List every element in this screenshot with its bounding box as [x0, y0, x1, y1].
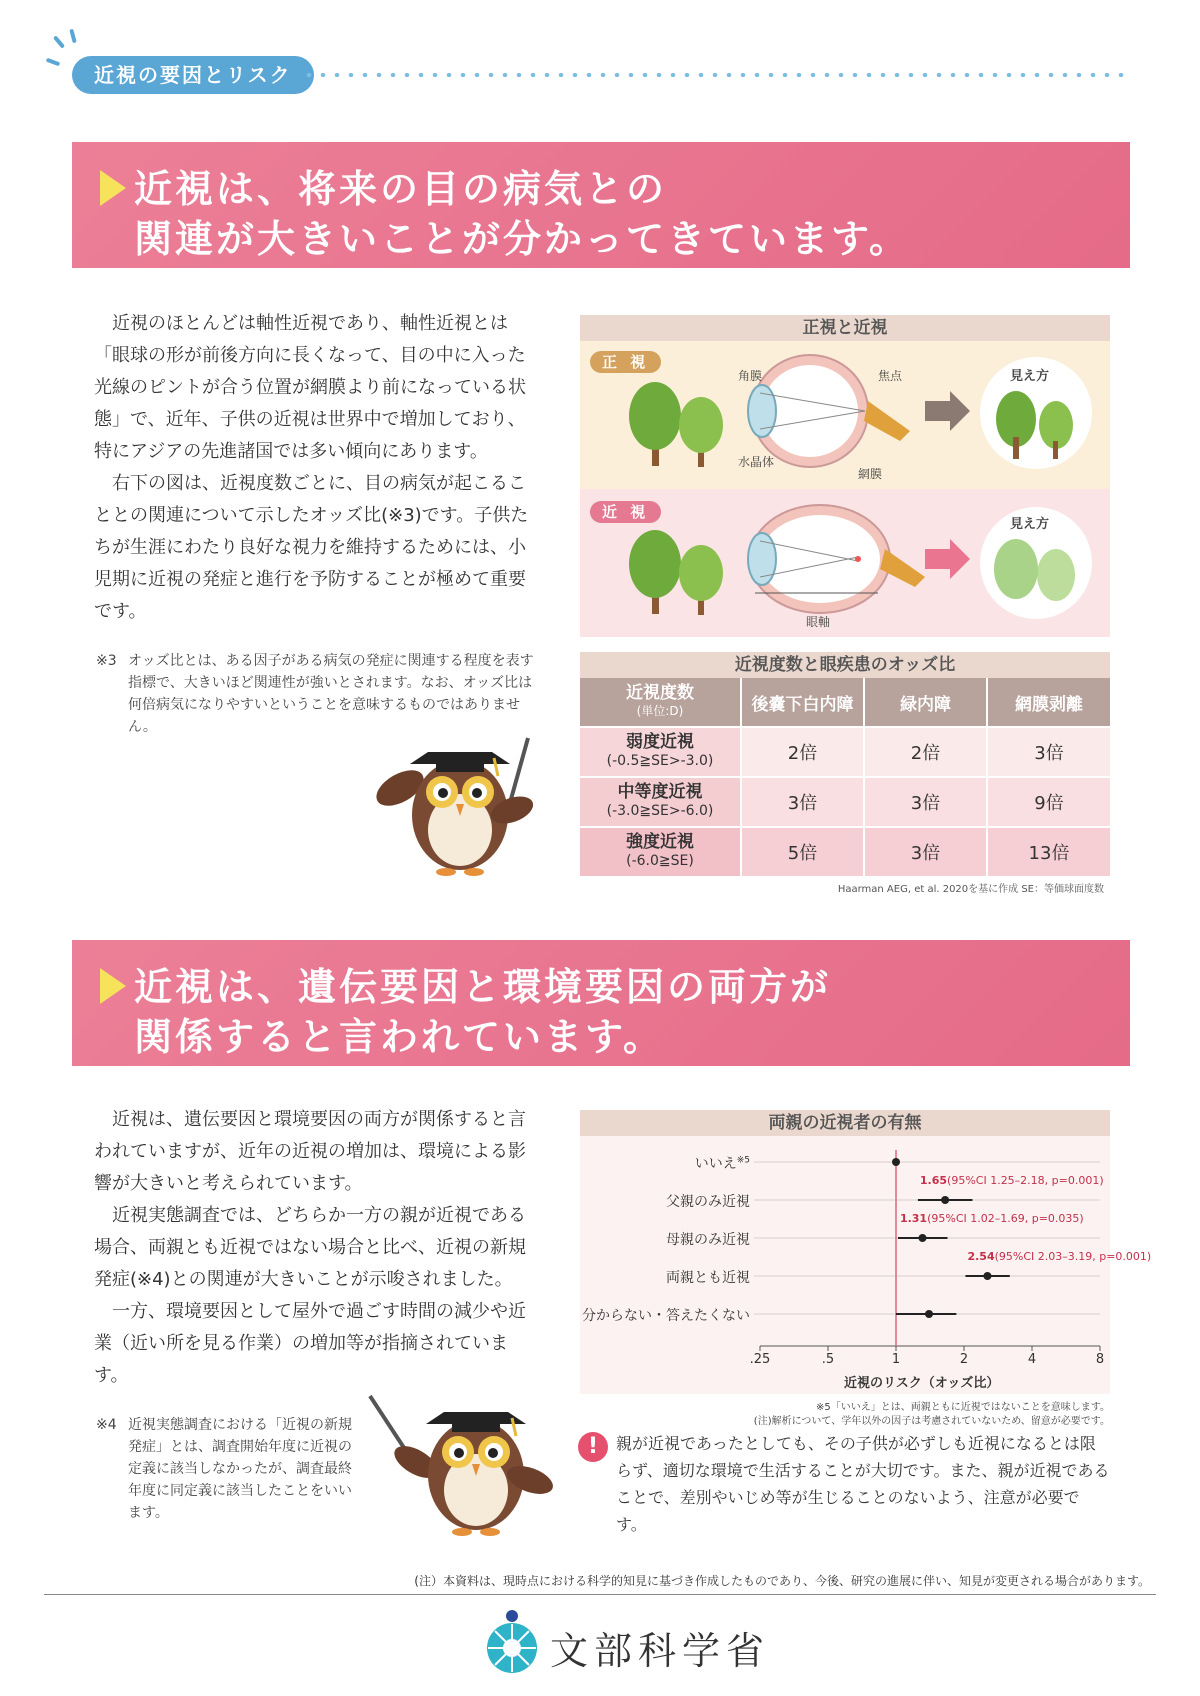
table-header-row: [580, 678, 1110, 727]
or-value: 2.54: [967, 1250, 995, 1263]
chart-title: 両親の近視者の有無: [580, 1110, 1110, 1136]
x-tick-label: .25: [749, 1352, 771, 1367]
row-range: (-6.0≧SE): [626, 853, 694, 869]
warning-text: 親が近視であったとしても、その子供が必ずしも近視になるとは限らず、適切な環境で生活することが大切です。また、親が近視であることで、差別やいじめ等が生じることのないよう、注意が必要です。: [616, 1434, 1110, 1534]
table-row: [580, 727, 1110, 777]
table-cell: 2倍: [864, 727, 987, 777]
myopia-label: 近 視: [590, 501, 661, 523]
body-text-1: [94, 308, 534, 628]
or-value: 1.65: [919, 1174, 948, 1187]
footnote-text: 近視実態調査における「近視の新規発症」とは、調査開始年度に近視の定義に該当しなかったが、調査最終年度に同定義に該当したことをいいます。: [128, 1417, 352, 1521]
normal-label: 正 視: [590, 351, 661, 373]
view-label-myopia: 見え方: [1010, 517, 1050, 532]
table-cell: 3倍: [864, 777, 987, 827]
warning-icon: !: [578, 1432, 608, 1462]
footnote-4: [96, 1414, 366, 1524]
row-name: 強度近視: [626, 832, 694, 852]
chart-note-5: ※5「いいえ」とは、両親ともに近視ではないことを意味します。: [816, 1402, 1110, 1413]
or-ci: (95%CI 2.03–3.19, p=0.001): [994, 1250, 1152, 1263]
banner-2-line-1: 近視は、遺伝要因と環境要因の両方が: [134, 965, 832, 1009]
footnote-text: オッズ比とは、ある因子がある病気の発症に関連する程度を表す指標で、大きいほど関連性が強いとされます。なお、オッズ比は何倍病気になりやすいということを意味するものではありません。: [128, 653, 534, 735]
row-header: [580, 827, 741, 876]
odds-point: [892, 1158, 900, 1166]
x-tick-label: 8: [1095, 1352, 1105, 1367]
banner-1-line-1: 近視は、将来の目の病気との: [134, 167, 668, 211]
odds-table-title: 近視度数と眼疾患のオッズ比: [580, 652, 1110, 678]
odds-point: [983, 1272, 991, 1280]
footer-rule: [44, 1594, 1156, 1595]
x-axis-label: 近視のリスク（オッズ比）: [844, 1376, 1000, 1391]
owl-teacher-icon: [370, 730, 550, 880]
footnote-3: [96, 650, 536, 740]
table-cell: 2倍: [741, 727, 864, 777]
row-range: (-3.0≧SE>-6.0): [606, 803, 714, 819]
odds-ratio-table: [580, 678, 1110, 876]
table-row: [580, 827, 1110, 876]
paragraph: 右下の図は、近視度数ごとに、目の病気が起こることとの関連について示したオッズ比(※3)です。子供たちが生涯にわたり良好な視力を維持するためには、小児期に近視の発症と進行を予防することが極めて重要です。: [94, 473, 529, 622]
triangle-bullet-icon: [100, 968, 126, 1004]
banner-2-line-2: 関係すると言われています。: [134, 1015, 664, 1059]
row-header: [580, 777, 741, 827]
or-ci: (95%CI 1.02–1.69, p=0.035): [927, 1212, 1084, 1225]
row-label: 父親のみ近視: [666, 1194, 750, 1210]
paragraph: 近視は、遺伝要因と環境要因の両方が関係すると言われていますが、近年の近視の増加は、環境による影響が大きいと考えられています。: [94, 1109, 526, 1194]
paragraph: 近視実態調査では、どちらか一方の親が近視である場合、両親とも近視ではない場合と比べ、近視の新規発症(※4)との関連が大きいことが示唆されました。: [94, 1205, 526, 1290]
table-cell: 3倍: [864, 827, 987, 876]
forest-plot-panel: [580, 1110, 1152, 1394]
odds-point: [925, 1310, 933, 1318]
row-name: 中等度近視: [617, 782, 703, 802]
footer-note: (注）本資料は、現時点における科学的知見に基づき作成したものであり、今後、研究の進展に伴い、知見が変更される場合があります。: [414, 1574, 1150, 1588]
header-unit: (単位:D): [636, 704, 684, 718]
row-label: 母親のみ近視: [666, 1232, 750, 1248]
paragraph: 近視のほとんどは軸性近視であり、軸性近視とは「眼球の形が前後方向に長くなって、目の中に入った光線のピントが合う位置が網膜より前になっている状態」で、近年、子供の近視は世界中で増加しており、特にアジアの先進諸国では多い傾向にあります。: [94, 313, 526, 462]
table-cell: 13倍: [987, 827, 1110, 876]
x-tick-label: 2: [959, 1352, 969, 1367]
banner-heading-2: [72, 940, 1130, 1066]
header-cell: [580, 678, 741, 727]
triangle-bullet-icon: [100, 170, 126, 206]
header-glaucoma: 緑内障: [864, 678, 987, 727]
table-source: Haarman AEG, et al. 2020を基に作成 SE：等価球面度数: [837, 884, 1104, 895]
row-label: いいえ$^{※5}$: [694, 1155, 750, 1172]
odds-ratio-table-panel: [580, 652, 1110, 876]
label-cornea: 角膜: [738, 369, 763, 383]
decor-stroke: [46, 58, 61, 67]
table-cell: 5倍: [741, 827, 864, 876]
header-degree: 近視度数: [626, 683, 694, 703]
header-retinal-detachment: 網膜剥離: [987, 678, 1110, 727]
label-lens: 水晶体: [738, 455, 775, 469]
table-cell: 9倍: [987, 777, 1110, 827]
section-tag: 近視の要因とリスク: [72, 56, 314, 94]
decor-stroke: [69, 29, 76, 44]
odds-point: [918, 1234, 926, 1242]
label-retina: 網膜: [858, 467, 883, 481]
view-label-normal: 見え方: [1010, 369, 1050, 384]
label-focus: 焦点: [878, 369, 903, 383]
x-tick-label: .5: [821, 1352, 835, 1367]
ministry-name: 文部科学省: [550, 1629, 771, 1673]
row-range: (-0.5≧SE>-3.0): [606, 753, 714, 769]
table-row: [580, 777, 1110, 827]
table-cell: 3倍: [987, 727, 1110, 777]
banner-heading-1: [72, 142, 1130, 268]
row-label: 両親とも近視: [666, 1270, 750, 1286]
or-ci: (95%CI 1.25–2.18, p=0.001): [947, 1174, 1104, 1187]
eye-panel-title: 正視と近視: [580, 315, 1110, 341]
row-name: 弱度近視: [626, 732, 694, 752]
x-tick-label: 1: [891, 1352, 901, 1367]
footnote-label: ※3: [96, 653, 117, 669]
odds-point: [941, 1196, 949, 1204]
row-label-sup: ※5: [736, 1155, 750, 1166]
eye-diagram-panel: [580, 315, 1110, 637]
dotted-rule: [302, 73, 1132, 77]
row-header: [580, 727, 741, 777]
or-value: 1.31: [899, 1212, 928, 1225]
footnote-label: ※4: [96, 1417, 117, 1433]
paragraph: 一方、環境要因として屋外で過ごす時間の減少や近業（近い所を見る作業）の増加等が指摘されています。: [94, 1301, 526, 1386]
eye-diagram-icon: [580, 341, 1110, 637]
row-label: 分からない・答えたくない: [582, 1308, 750, 1324]
ministry-logo-icon: [484, 1608, 540, 1676]
body-text-2: [94, 1104, 534, 1392]
x-tick-label: 4: [1027, 1352, 1037, 1367]
decor-stroke: [53, 35, 65, 48]
table-cell: 3倍: [741, 777, 864, 827]
owl-teacher-icon: [366, 1390, 566, 1540]
banner-1-line-2: 関連が大きいことが分かってきています。: [134, 217, 910, 261]
chart-note-analysis: (注)解析について、学年以外の因子は考慮されていないため、留意が必要です。: [753, 1416, 1110, 1427]
header-cataract: 後嚢下白内障: [741, 678, 864, 727]
label-axis: 眼軸: [806, 615, 831, 629]
